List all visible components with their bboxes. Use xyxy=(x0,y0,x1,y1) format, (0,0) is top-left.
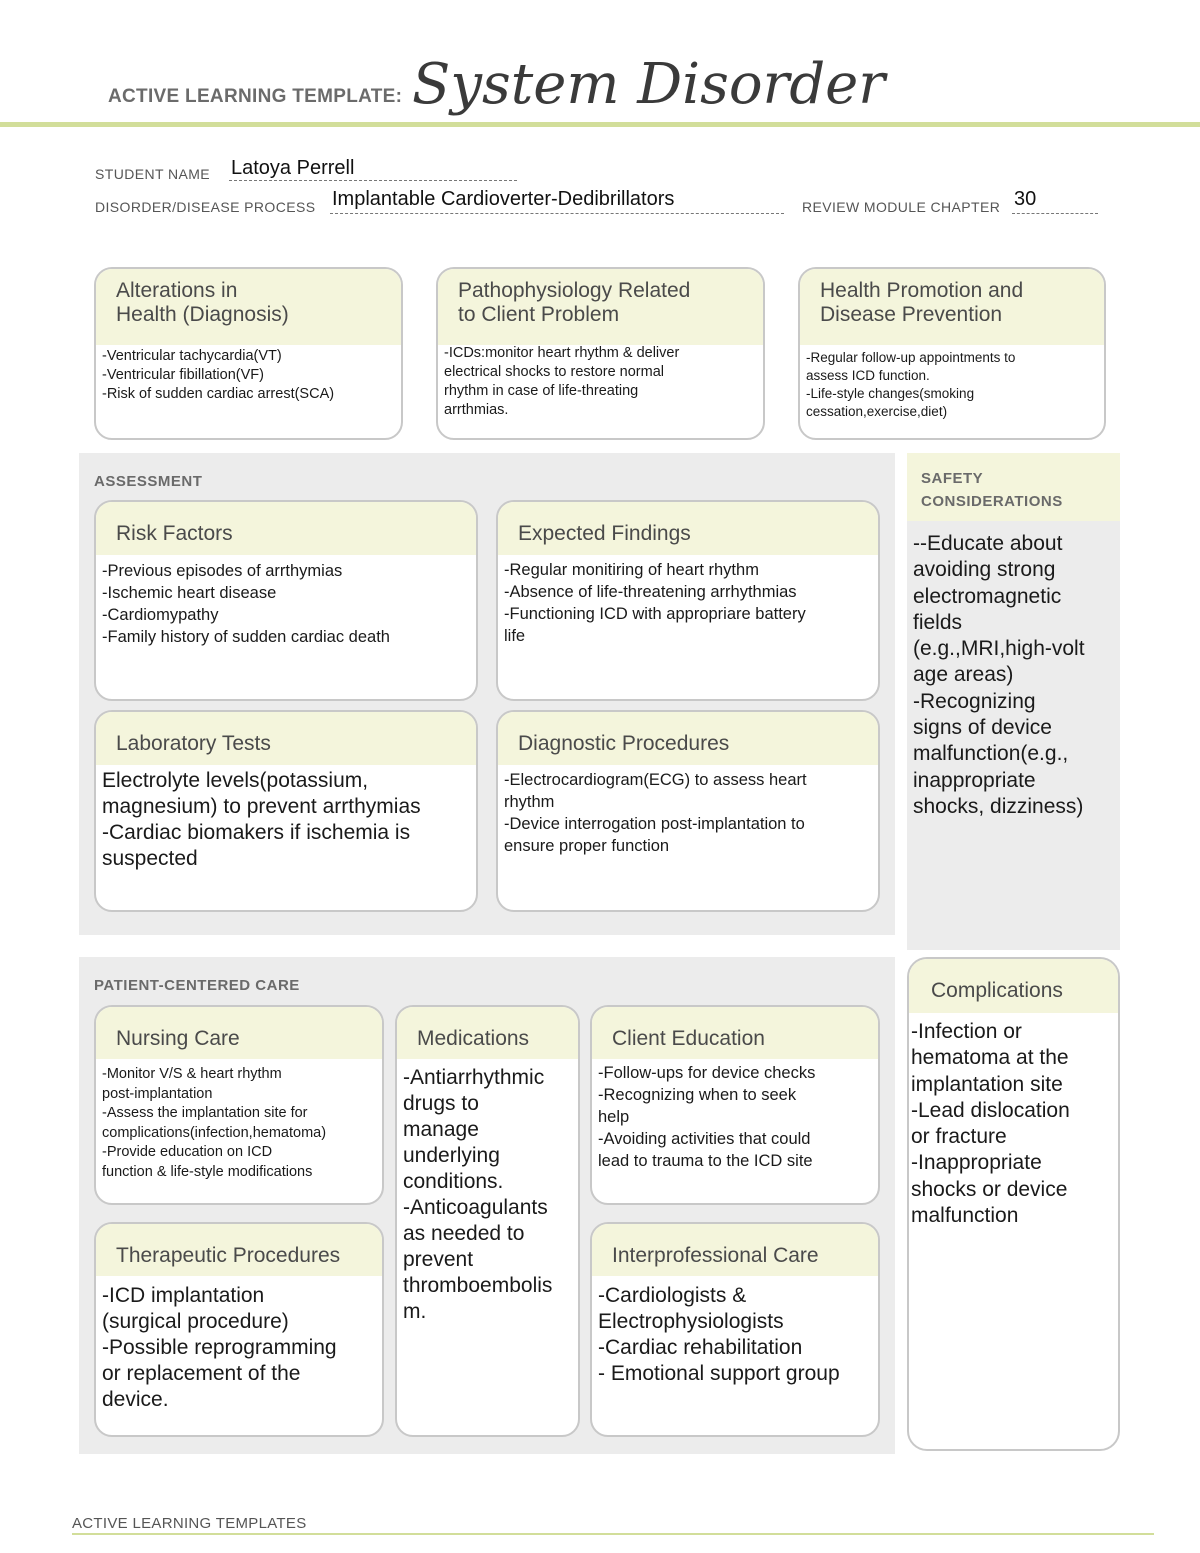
medications-title: Medications xyxy=(397,1007,578,1059)
complications-title: Complications xyxy=(909,959,1118,1013)
health-promotion-title: Health Promotion and Disease Prevention xyxy=(800,269,1104,345)
patient-care-label: PATIENT-CENTERED CARE xyxy=(94,977,300,994)
therapeutic-procedures-text[interactable]: -ICD implantation (surgical procedure) -Possible reprogramming or replacement of the device. xyxy=(102,1284,337,1411)
disorder-underline xyxy=(330,213,784,214)
student-name-underline xyxy=(229,180,517,181)
disorder-label: DISORDER/DISEASE PROCESS xyxy=(95,199,316,215)
medications-box xyxy=(395,1005,580,1437)
template-label: ACTIVE LEARNING TEMPLATE: xyxy=(108,86,403,107)
student-name-field[interactable]: Latoya Perrell xyxy=(231,157,355,179)
medications-text[interactable]: -Antiarrhythmic drugs to manage underlying conditions. -Anticoagulants as needed to prevent thromboembolis m. xyxy=(403,1066,553,1323)
risk-factors-box xyxy=(94,500,478,701)
complications-box xyxy=(907,957,1120,1451)
header-divider xyxy=(0,122,1200,127)
alterations-box xyxy=(94,267,403,440)
client-education-title: Client Education xyxy=(592,1007,878,1059)
nursing-care-box xyxy=(94,1005,384,1205)
footer-divider xyxy=(72,1533,1154,1535)
expected-findings-box xyxy=(496,500,880,701)
alterations-text[interactable]: -Ventricular tachycardia(VT) -Ventricular fibillation(VF) -Risk of sudden cardiac arrest(SCA) xyxy=(102,348,335,402)
pathophysiology-text[interactable]: -ICDs:monitor heart rhythm & deliver electrical shocks to restore normal rhythm in case of life-threating arrthmias. xyxy=(444,345,680,418)
laboratory-tests-box xyxy=(94,710,478,912)
health-promotion-text[interactable]: -Regular follow-up appointments to assess ICD function. -Life-style changes(smoking cessation,exercise,diet) xyxy=(806,350,1016,419)
complications-text[interactable]: -Infection or hematoma at the implantation site -Lead dislocation or fracture -Inappropriate shocks or device malfunction xyxy=(911,1020,1070,1228)
diagnostic-procedures-box xyxy=(496,710,880,912)
chapter-underline xyxy=(1012,213,1098,214)
expected-findings-text[interactable]: -Regular monitiring of heart rhythm -Absence of life-threatening arrhythmias -Functioning ICD with appropriare battery life xyxy=(504,561,806,645)
risk-factors-text[interactable]: -Previous episodes of arrthymias -Ischemic heart disease -Cardiomypathy -Family history of sudden cardiac death xyxy=(102,562,390,646)
pathophysiology-title: Pathophysiology Related to Client Problem xyxy=(438,269,763,345)
interprofessional-care-box xyxy=(590,1222,880,1437)
interprofessional-care-text[interactable]: -Cardiologists & Electrophysiologists -Cardiac rehabilitation - Emotional support group xyxy=(598,1284,840,1385)
safety-title: SAFETY CONSIDERATIONS xyxy=(907,453,1120,521)
therapeutic-procedures-title: Therapeutic Procedures xyxy=(96,1224,382,1276)
risk-factors-title: Risk Factors xyxy=(96,502,476,555)
nursing-care-title: Nursing Care xyxy=(96,1007,382,1059)
disorder-field[interactable]: Implantable Cardioverter-Dedibrillators xyxy=(332,188,675,210)
therapeutic-procedures-box xyxy=(94,1222,384,1437)
safety-text[interactable]: --Educate about avoiding strong electromagnetic fields (e.g.,MRI,high-volt age areas) -Recognizing signs of device malfunction(e.g., inappropriate shocks, dizziness) xyxy=(913,532,1085,818)
safety-panel xyxy=(907,453,1120,950)
laboratory-tests-title: Laboratory Tests xyxy=(96,712,476,765)
alterations-title: Alterations in Health (Diagnosis) xyxy=(96,269,401,345)
interprofessional-care-title: Interprofessional Care xyxy=(592,1224,878,1276)
client-education-box xyxy=(590,1005,880,1205)
page-title: System Disorder xyxy=(412,52,886,117)
footer-label: ACTIVE LEARNING TEMPLATES xyxy=(72,1515,307,1532)
client-education-text[interactable]: -Follow-ups for device checks -Recognizing when to seek help -Avoiding activities that could lead to trauma to the ICD site xyxy=(598,1064,816,1170)
student-name-label: STUDENT NAME xyxy=(95,166,210,182)
assessment-label: ASSESSMENT xyxy=(94,473,203,490)
diagnostic-procedures-title: Diagnostic Procedures xyxy=(498,712,878,765)
diagnostic-procedures-text[interactable]: -Electrocardiogram(ECG) to assess heart rhythm -Device interrogation post-implantation to ensure proper function xyxy=(504,771,807,855)
chapter-label: REVIEW MODULE CHAPTER xyxy=(802,199,1001,215)
expected-findings-title: Expected Findings xyxy=(498,502,878,555)
nursing-care-text[interactable]: -Monitor V/S & heart rhythm post-implantation -Assess the implantation site for complications(infection,hematoma) -Provide education on ICD function & life-style modifications xyxy=(102,1066,327,1180)
chapter-field[interactable]: 30 xyxy=(1014,188,1037,210)
health-promotion-box xyxy=(798,267,1106,440)
pathophysiology-box xyxy=(436,267,765,440)
laboratory-tests-text[interactable]: Electrolyte levels(potassium, magnesium) to prevent arrthymias -Cardiac biomakers if ischemia is suspected xyxy=(102,769,421,870)
